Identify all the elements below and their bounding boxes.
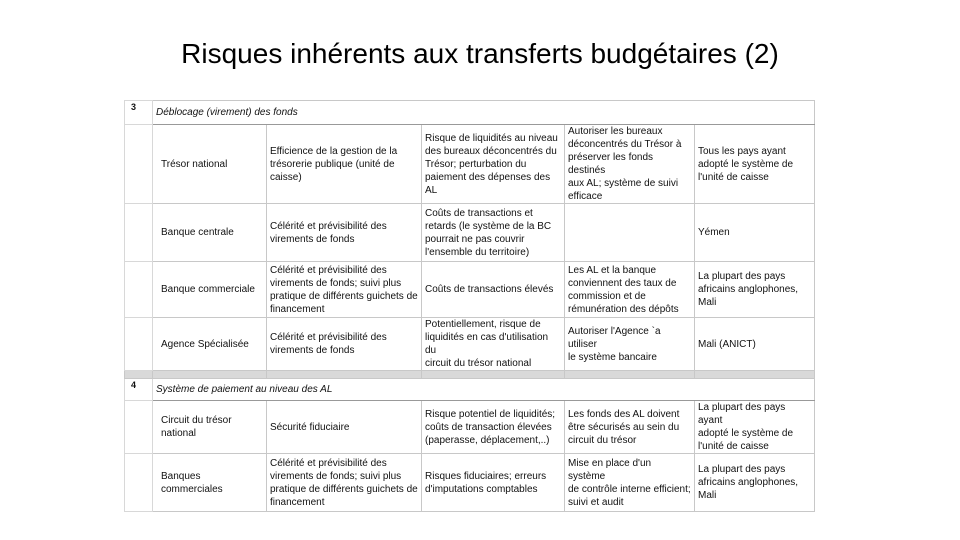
table-cell: Banques commerciales bbox=[153, 454, 267, 512]
table-cell: Les AL et la banque conviennent des taux de commission et de rémunération des dépôts bbox=[565, 262, 695, 318]
table-row bbox=[125, 454, 815, 512]
table-cell: Mise en place d'un système de contrôle interne efficient; suivi et audit bbox=[565, 454, 695, 512]
table-cell: Coûts de transactions et retards (le système de la BC pourrait ne pas couvrir l'ensemble du territoire) bbox=[422, 204, 565, 262]
section-header bbox=[125, 379, 815, 401]
table-cell bbox=[565, 204, 695, 262]
table-cell: Risque potentiel de liquidités; coûts de transaction élevées (paperasse, déplacement,..) bbox=[422, 401, 565, 454]
table-cell: Célérité et prévisibilité des virements de fonds; suivi plus pratique de différents guichets de financement bbox=[267, 262, 422, 318]
section-label: Système de paiement au niveau des AL bbox=[153, 379, 815, 401]
table-cell: Circuit du trésor national bbox=[153, 401, 267, 454]
table-cell: Efficience de la gestion de la trésorerie publique (unité de caisse) bbox=[267, 125, 422, 204]
table-cell: Risques fiduciaires; erreurs d'imputations comptables bbox=[422, 454, 565, 512]
risk-table bbox=[124, 100, 815, 512]
table-row bbox=[125, 262, 815, 318]
table-cell: La plupart des pays africains anglophones, Mali bbox=[695, 454, 815, 512]
section-number: 3 bbox=[125, 101, 153, 125]
table-cell: Célérité et prévisibilité des virements de fonds bbox=[267, 318, 422, 371]
table-cell: Banque commerciale bbox=[153, 262, 267, 318]
table-cell: La plupart des pays africains anglophones, Mali bbox=[695, 262, 815, 318]
table-cell: Les fonds des AL doivent être sécurisés au sein du circuit du trésor bbox=[565, 401, 695, 454]
table-cell: Autoriser l'Agence `a utiliser le système bancaire bbox=[565, 318, 695, 371]
table-cell: Risque de liquidités au niveau des bureaux déconcentrés du Trésor; perturbation du paiement des dépenses des AL bbox=[422, 125, 565, 204]
table-cell: Potentiellement, risque de liquidités en cas d'utilisation du circuit du trésor national bbox=[422, 318, 565, 371]
table-row bbox=[125, 401, 815, 454]
row-divider bbox=[125, 371, 815, 379]
table-cell: Yémen bbox=[695, 204, 815, 262]
table-cell: Célérité et prévisibilité des virements de fonds; suivi plus pratique de différents guichets de financement bbox=[267, 454, 422, 512]
table-cell: Trésor national bbox=[153, 125, 267, 204]
table-cell: Tous les pays ayant adopté le système de l'unité de caisse bbox=[695, 125, 815, 204]
table-cell: Agence Spécialisée bbox=[153, 318, 267, 371]
table-row bbox=[125, 125, 815, 204]
table-cell: Mali (ANICT) bbox=[695, 318, 815, 371]
section-label: Déblocage (virement) des fonds bbox=[153, 101, 815, 125]
table-row bbox=[125, 204, 815, 262]
section-header bbox=[125, 101, 815, 125]
table-cell: Coûts de transactions élevés bbox=[422, 262, 565, 318]
table-cell: Autoriser les bureaux déconcentrés du Trésor à préserver les fonds destinés aux AL; système de suivi efficace bbox=[565, 125, 695, 204]
risk-table-image bbox=[124, 100, 814, 508]
table-cell: Banque centrale bbox=[153, 204, 267, 262]
table-cell: Sécurité fiduciaire bbox=[267, 401, 422, 454]
slide-title: Risques inhérents aux transferts budgétaires (2) bbox=[181, 38, 779, 69]
table-cell: La plupart des pays ayant adopté le système de l'unité de caisse bbox=[695, 401, 815, 454]
section-number: 4 bbox=[125, 379, 153, 401]
table-row bbox=[125, 318, 815, 371]
table-cell: Célérité et prévisibilité des virements de fonds bbox=[267, 204, 422, 262]
